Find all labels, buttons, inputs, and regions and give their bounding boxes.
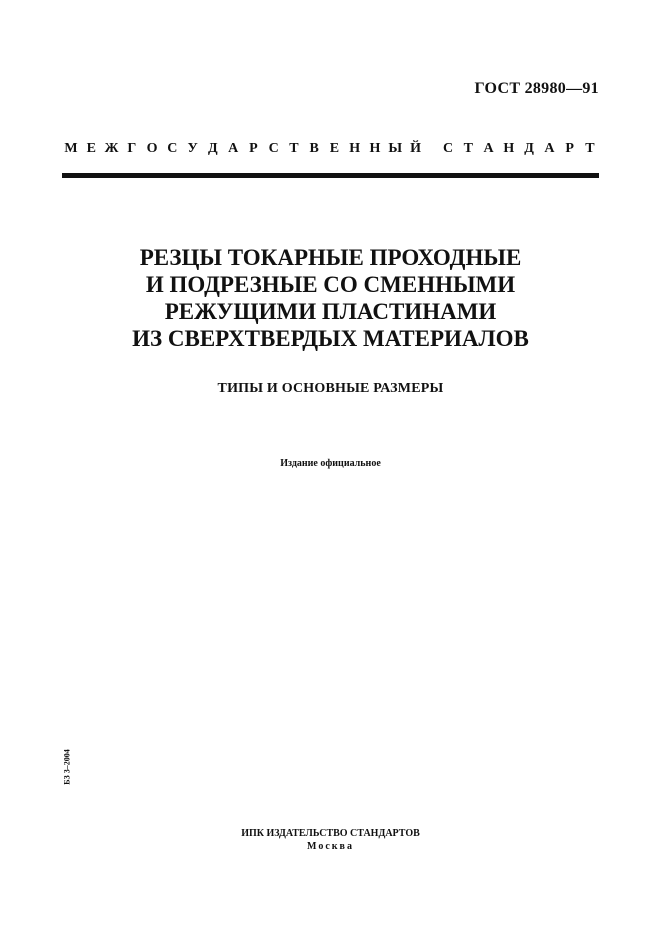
heading-letter: М xyxy=(64,141,78,156)
document-subtitle: ТИПЫ И ОСНОВНЫЕ РАЗМЕРЫ xyxy=(217,381,444,396)
publisher-city: Москва xyxy=(307,841,354,852)
heading-letter: Т xyxy=(585,141,595,156)
heading-letter: Е xyxy=(329,141,340,156)
heading-space xyxy=(427,141,437,157)
heading-letter: Н xyxy=(503,141,515,156)
header-divider xyxy=(62,173,599,178)
heading-letter: Н xyxy=(349,141,361,156)
heading-letter: Й xyxy=(410,141,421,156)
heading-letter: Д xyxy=(208,141,218,156)
publisher-name: ИПК ИЗДАТЕЛЬСТВО СТАНДАРТОВ xyxy=(241,828,420,839)
heading-letter: С xyxy=(442,141,454,156)
document-title xyxy=(40,244,621,352)
heading-letter: Т xyxy=(289,141,299,156)
heading-letter: Р xyxy=(249,141,258,156)
title-line: И ПОДРЕЗНЫЕ СО СМЕННЫМИ xyxy=(145,272,516,297)
title-line: РЕЖУЩИМИ ПЛАСТИНАМИ xyxy=(164,299,497,324)
heading-letter: О xyxy=(146,141,158,156)
standard-type-heading xyxy=(62,141,599,157)
heading-letter: Т xyxy=(463,141,473,156)
heading-letter: Е xyxy=(86,141,96,156)
heading-letter: Р xyxy=(565,141,574,156)
title-line: РЕЗЦЫ ТОКАРНЫЕ ПРОХОДНЫЕ xyxy=(139,245,522,270)
side-code xyxy=(62,742,72,792)
heading-letter: А xyxy=(544,141,555,156)
document-number: ГОСТ 28980—91 xyxy=(474,80,599,97)
side-code-text: БЗ 3–2004 xyxy=(62,749,72,785)
heading-letter: Г xyxy=(127,141,137,156)
heading-letter: Н xyxy=(369,141,381,156)
title-line: ИЗ СВЕРХТВЕРДЫХ МАТЕРИАЛОВ xyxy=(132,326,529,351)
edition-note: Издание официальное xyxy=(280,458,381,469)
heading-letter: В xyxy=(309,141,319,156)
heading-letter: Ы xyxy=(388,141,403,156)
heading-letter: Ж xyxy=(104,141,119,156)
heading-letter: С xyxy=(167,141,178,156)
heading-letter: А xyxy=(228,141,239,156)
heading-letter: С xyxy=(268,141,279,156)
heading-letter: У xyxy=(187,141,198,156)
heading-letter: Д xyxy=(524,141,534,156)
heading-letter: А xyxy=(483,141,494,156)
